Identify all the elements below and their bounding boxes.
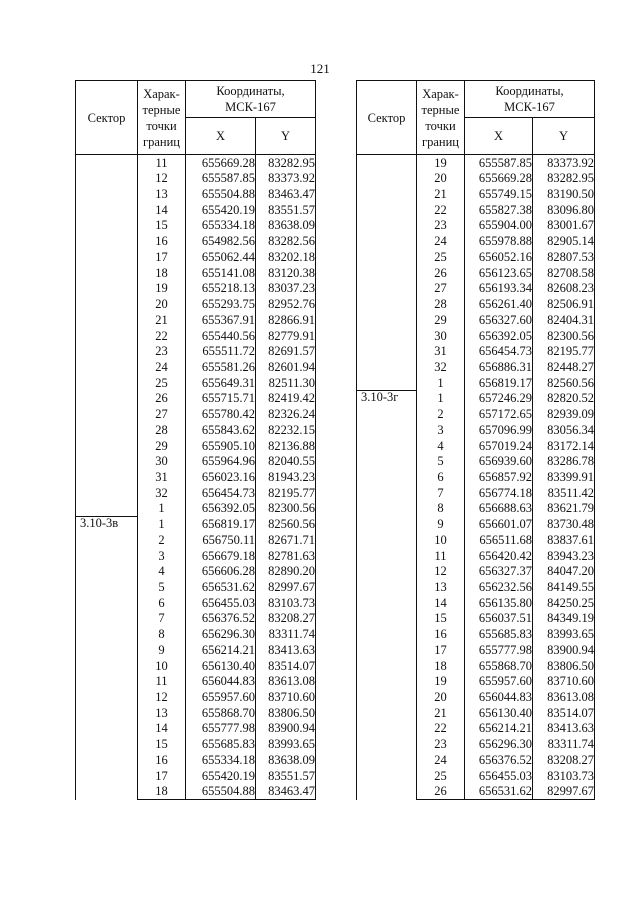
coordinate-x-cell: 656392.05 [186, 501, 256, 517]
coordinate-x-cell: 656327.37 [465, 564, 533, 580]
point-number-cell: 11 [138, 155, 186, 171]
point-number-cell: 24 [138, 359, 186, 375]
coordinate-y-cell: 83551.57 [256, 768, 316, 784]
coordinate-x-cell: 655685.83 [186, 737, 256, 753]
point-number-cell: 16 [138, 234, 186, 250]
point-number-cell: 29 [138, 438, 186, 454]
coordinate-y-cell: 83900.94 [256, 721, 316, 737]
coordinate-y-cell: 83993.65 [256, 737, 316, 753]
coordinate-y-cell: 82419.42 [256, 391, 316, 407]
coordinate-x-cell: 656454.73 [186, 485, 256, 501]
coordinate-x-cell: 656044.83 [465, 689, 533, 705]
coordinate-x-cell: 656214.21 [186, 642, 256, 658]
coordinate-x-cell: 655780.42 [186, 407, 256, 423]
coordinate-y-cell: 82890.20 [256, 564, 316, 580]
point-number-cell: 12 [417, 564, 465, 580]
header-y: Y [533, 118, 595, 155]
point-number-cell: 28 [138, 422, 186, 438]
coordinate-y-cell: 83837.61 [533, 532, 595, 548]
coordinate-y-cell: 84047.20 [533, 564, 595, 580]
coordinate-x-cell: 655504.88 [186, 784, 256, 800]
coordinate-x-cell: 655420.19 [186, 768, 256, 784]
point-number-cell: 13 [138, 705, 186, 721]
coordinate-y-cell: 83900.94 [533, 642, 595, 658]
point-number-cell: 12 [138, 689, 186, 705]
coordinate-y-cell: 82506.91 [533, 296, 595, 312]
point-number-cell: 21 [417, 705, 465, 721]
point-number-cell: 1 [417, 391, 465, 407]
point-number-cell: 29 [417, 312, 465, 328]
point-number-cell: 6 [417, 469, 465, 485]
point-number-cell: 14 [138, 202, 186, 218]
coordinate-x-cell: 656023.16 [186, 469, 256, 485]
sector-cell: 3.10-3г [357, 391, 417, 800]
coordinate-x-cell: 655504.88 [186, 186, 256, 202]
coordinate-y-cell: 83172.14 [533, 438, 595, 454]
point-number-cell: 31 [417, 344, 465, 360]
coordinate-x-cell: 655669.28 [465, 171, 533, 187]
point-number-cell: 25 [417, 768, 465, 784]
point-number-cell: 25 [138, 375, 186, 391]
table-row [76, 517, 316, 533]
coordinate-x-cell: 656193.34 [465, 281, 533, 297]
coordinate-x-cell: 656232.56 [465, 579, 533, 595]
point-number-cell: 26 [417, 265, 465, 281]
coordinate-x-cell: 655827.38 [465, 202, 533, 218]
point-number-cell: 17 [138, 249, 186, 265]
point-number-cell: 5 [417, 454, 465, 470]
coordinate-y-cell: 82608.23 [533, 281, 595, 297]
coordinate-x-cell: 656531.62 [186, 579, 256, 595]
coordinate-x-cell: 655293.75 [186, 296, 256, 312]
coordinate-y-cell: 82601.94 [256, 359, 316, 375]
coordinate-x-cell: 656601.07 [465, 517, 533, 533]
point-number-cell: 2 [417, 407, 465, 423]
coordinate-x-cell: 656819.17 [186, 517, 256, 533]
coordinate-y-cell: 83282.95 [256, 155, 316, 171]
coordinate-y-cell: 81943.23 [256, 469, 316, 485]
coordinate-x-cell: 656511.68 [465, 532, 533, 548]
coordinate-y-cell: 83993.65 [533, 627, 595, 643]
coordinate-y-cell: 83208.27 [533, 752, 595, 768]
point-number-cell: 2 [138, 532, 186, 548]
coordinate-x-cell: 656939.60 [465, 454, 533, 470]
coordinate-x-cell: 656376.52 [186, 611, 256, 627]
point-number-cell: 15 [138, 737, 186, 753]
point-number-cell: 7 [417, 485, 465, 501]
point-number-cell: 20 [138, 296, 186, 312]
coordinate-y-cell: 83638.09 [256, 752, 316, 768]
point-number-cell: 3 [138, 548, 186, 564]
coordinate-x-cell: 655905.10 [186, 438, 256, 454]
coordinate-y-cell: 82300.56 [256, 501, 316, 517]
coordinate-x-cell: 655685.83 [465, 627, 533, 643]
coordinate-x-cell: 655334.18 [186, 218, 256, 234]
coordinate-y-cell: 83806.50 [533, 658, 595, 674]
table-row [357, 391, 595, 407]
point-number-cell: 23 [417, 737, 465, 753]
coordinate-x-cell: 655218.13 [186, 281, 256, 297]
coordinate-x-cell: 655440.56 [186, 328, 256, 344]
point-number-cell: 23 [138, 344, 186, 360]
coordinate-x-cell: 655420.19 [186, 202, 256, 218]
point-number-cell: 32 [138, 485, 186, 501]
point-number-cell: 9 [417, 517, 465, 533]
coordinate-x-cell: 656123.65 [465, 265, 533, 281]
point-number-cell: 9 [138, 642, 186, 658]
coordinate-y-cell: 83710.60 [533, 674, 595, 690]
point-number-cell: 12 [138, 171, 186, 187]
coordinate-y-cell: 83311.74 [256, 627, 316, 643]
coordinate-y-cell: 82448.27 [533, 359, 595, 375]
coordinate-y-cell: 82905.14 [533, 234, 595, 250]
point-number-cell: 22 [417, 721, 465, 737]
coordinates-table-left [75, 80, 316, 800]
point-number-cell: 30 [417, 328, 465, 344]
point-number-cell: 7 [138, 611, 186, 627]
point-number-cell: 18 [417, 658, 465, 674]
coordinate-y-cell: 82195.77 [256, 485, 316, 501]
coordinate-y-cell: 83463.47 [256, 784, 316, 800]
coordinate-x-cell: 656455.03 [465, 768, 533, 784]
coordinate-x-cell: 655581.26 [186, 359, 256, 375]
header-sector: Сектор [357, 81, 417, 155]
coordinate-y-cell: 84250.25 [533, 595, 595, 611]
coordinate-x-cell: 655843.62 [186, 422, 256, 438]
coordinate-y-cell: 83399.91 [533, 469, 595, 485]
coordinate-y-cell: 83621.79 [533, 501, 595, 517]
coordinate-y-cell: 83208.27 [256, 611, 316, 627]
point-number-cell: 19 [417, 674, 465, 690]
point-number-cell: 10 [417, 532, 465, 548]
point-number-cell: 32 [417, 359, 465, 375]
point-number-cell: 3 [417, 422, 465, 438]
point-number-cell: 30 [138, 454, 186, 470]
coordinate-x-cell: 655141.08 [186, 265, 256, 281]
coordinate-x-cell: 656261.40 [465, 296, 533, 312]
coordinate-x-cell: 657246.29 [465, 391, 533, 407]
coordinate-x-cell: 656857.92 [465, 469, 533, 485]
coordinate-x-cell: 656688.63 [465, 501, 533, 517]
point-number-cell: 15 [138, 218, 186, 234]
coordinate-y-cell: 82232.15 [256, 422, 316, 438]
coordinate-x-cell: 656392.05 [465, 328, 533, 344]
coordinate-x-cell: 655904.00 [465, 218, 533, 234]
coordinate-y-cell: 82997.67 [533, 784, 595, 800]
point-number-cell: 5 [138, 579, 186, 595]
point-number-cell: 19 [138, 281, 186, 297]
coordinate-x-cell: 654982.56 [186, 234, 256, 250]
point-number-cell: 26 [417, 784, 465, 800]
point-number-cell: 11 [138, 674, 186, 690]
coordinate-x-cell: 655669.28 [186, 155, 256, 171]
coordinate-y-cell: 83373.92 [256, 171, 316, 187]
point-number-cell: 16 [417, 627, 465, 643]
coordinate-y-cell: 83096.80 [533, 202, 595, 218]
coordinate-x-cell: 657019.24 [465, 438, 533, 454]
coordinate-y-cell: 82511.30 [256, 375, 316, 391]
coordinate-y-cell: 83463.47 [256, 186, 316, 202]
coordinate-y-cell: 82781.63 [256, 548, 316, 564]
table-body-right [357, 155, 595, 800]
point-number-cell: 27 [417, 281, 465, 297]
point-number-cell: 23 [417, 218, 465, 234]
coordinate-y-cell: 83613.08 [256, 674, 316, 690]
coordinate-x-cell: 656135.80 [465, 595, 533, 611]
coordinate-y-cell: 83190.50 [533, 186, 595, 202]
coordinate-x-cell: 655511.72 [186, 344, 256, 360]
point-number-cell: 15 [417, 611, 465, 627]
coordinate-y-cell: 82820.52 [533, 391, 595, 407]
point-number-cell: 22 [138, 328, 186, 344]
coordinate-y-cell: 82691.57 [256, 344, 316, 360]
coordinate-y-cell: 82939.09 [533, 407, 595, 423]
coordinate-x-cell: 655957.60 [186, 689, 256, 705]
coordinate-x-cell: 656679.18 [186, 548, 256, 564]
point-number-cell: 18 [138, 784, 186, 800]
coordinate-y-cell: 83413.63 [256, 642, 316, 658]
coordinate-y-cell: 82807.53 [533, 249, 595, 265]
coordinate-x-cell: 656130.40 [465, 705, 533, 721]
coordinate-y-cell: 83282.56 [256, 234, 316, 250]
header-y: Y [256, 118, 316, 155]
point-number-cell: 31 [138, 469, 186, 485]
coordinate-x-cell: 655587.85 [186, 171, 256, 187]
coordinate-y-cell: 83514.07 [256, 658, 316, 674]
coordinate-x-cell: 655978.88 [465, 234, 533, 250]
coordinate-y-cell: 83511.42 [533, 485, 595, 501]
coordinate-x-cell: 655957.60 [465, 674, 533, 690]
coordinate-x-cell: 656296.30 [186, 627, 256, 643]
coordinate-x-cell: 656455.03 [186, 595, 256, 611]
coordinate-y-cell: 84149.55 [533, 579, 595, 595]
coordinate-x-cell: 655649.31 [186, 375, 256, 391]
coordinate-x-cell: 655334.18 [186, 752, 256, 768]
header-coordinates: Координаты, МСК-167 [186, 81, 316, 118]
point-number-cell: 13 [138, 186, 186, 202]
header-points: Харак- терные точки границ [417, 81, 465, 155]
coordinate-x-cell: 656327.60 [465, 312, 533, 328]
header-sector: Сектор [76, 81, 138, 155]
coordinate-y-cell: 83514.07 [533, 705, 595, 721]
coordinate-x-cell: 656774.18 [465, 485, 533, 501]
point-number-cell: 19 [417, 155, 465, 171]
coordinate-y-cell: 83710.60 [256, 689, 316, 705]
coordinate-x-cell: 656214.21 [465, 721, 533, 737]
point-number-cell: 8 [417, 501, 465, 517]
coordinate-x-cell: 655868.70 [465, 658, 533, 674]
header-points: Харак- терные точки границ [138, 81, 186, 155]
point-number-cell: 20 [417, 171, 465, 187]
coordinate-x-cell: 656130.40 [186, 658, 256, 674]
coordinate-y-cell: 83103.73 [256, 595, 316, 611]
coordinate-x-cell: 656376.52 [465, 752, 533, 768]
point-number-cell: 17 [417, 642, 465, 658]
coordinate-x-cell: 655587.85 [465, 155, 533, 171]
coordinates-table-right [356, 80, 595, 800]
coordinate-x-cell: 655715.71 [186, 391, 256, 407]
coordinate-y-cell: 82779.91 [256, 328, 316, 344]
coordinate-y-cell: 83286.78 [533, 454, 595, 470]
page-number: 121 [310, 61, 330, 76]
sector-cell: 3.10-3в [76, 517, 138, 800]
coordinate-y-cell: 83551.57 [256, 202, 316, 218]
coordinate-y-cell: 82708.58 [533, 265, 595, 281]
coordinate-y-cell: 83638.09 [256, 218, 316, 234]
coordinate-x-cell: 656044.83 [186, 674, 256, 690]
coordinate-y-cell: 82560.56 [256, 517, 316, 533]
coordinate-y-cell: 82326.24 [256, 407, 316, 423]
sector-cell [76, 155, 138, 517]
coordinate-y-cell: 84349.19 [533, 611, 595, 627]
coordinate-x-cell: 656454.73 [465, 344, 533, 360]
point-number-cell: 4 [417, 438, 465, 454]
point-number-cell: 27 [138, 407, 186, 423]
coordinate-y-cell: 83001.67 [533, 218, 595, 234]
coordinate-x-cell: 655367.91 [186, 312, 256, 328]
coordinate-x-cell: 656531.62 [465, 784, 533, 800]
point-number-cell: 17 [138, 768, 186, 784]
point-number-cell: 18 [138, 265, 186, 281]
point-number-cell: 10 [138, 658, 186, 674]
coordinate-x-cell: 657172.65 [465, 407, 533, 423]
coordinate-y-cell: 83056.34 [533, 422, 595, 438]
point-number-cell: 14 [417, 595, 465, 611]
coordinate-x-cell: 656886.31 [465, 359, 533, 375]
point-number-cell: 22 [417, 202, 465, 218]
coordinate-y-cell: 82952.76 [256, 296, 316, 312]
point-number-cell: 1 [138, 501, 186, 517]
header-coordinates: Координаты, МСК-167 [465, 81, 595, 118]
point-number-cell: 24 [417, 752, 465, 768]
coordinate-y-cell: 83613.08 [533, 689, 595, 705]
table-row [357, 155, 595, 171]
coordinate-x-cell: 657096.99 [465, 422, 533, 438]
coordinate-y-cell: 83806.50 [256, 705, 316, 721]
coordinate-y-cell: 83730.48 [533, 517, 595, 533]
point-number-cell: 14 [138, 721, 186, 737]
coordinate-x-cell: 656750.11 [186, 532, 256, 548]
point-number-cell: 26 [138, 391, 186, 407]
coordinate-y-cell: 82560.56 [533, 375, 595, 391]
point-number-cell: 16 [138, 752, 186, 768]
sector-cell [357, 155, 417, 391]
coordinate-x-cell: 655777.98 [186, 721, 256, 737]
coordinate-y-cell: 82997.67 [256, 579, 316, 595]
coordinate-x-cell: 656606.28 [186, 564, 256, 580]
coordinate-y-cell: 82866.91 [256, 312, 316, 328]
coordinate-y-cell: 83120.38 [256, 265, 316, 281]
coordinate-y-cell: 83413.63 [533, 721, 595, 737]
coordinate-x-cell: 656296.30 [465, 737, 533, 753]
coordinate-x-cell: 656420.42 [465, 548, 533, 564]
point-number-cell: 11 [417, 548, 465, 564]
point-number-cell: 28 [417, 296, 465, 312]
point-number-cell: 25 [417, 249, 465, 265]
coordinate-x-cell: 656819.17 [465, 375, 533, 391]
point-number-cell: 1 [417, 375, 465, 391]
coordinate-y-cell: 83311.74 [533, 737, 595, 753]
coordinate-x-cell: 655868.70 [186, 705, 256, 721]
coordinate-y-cell: 83103.73 [533, 768, 595, 784]
coordinate-x-cell: 655062.44 [186, 249, 256, 265]
point-number-cell: 8 [138, 627, 186, 643]
table-row [76, 155, 316, 171]
point-number-cell: 6 [138, 595, 186, 611]
coordinate-y-cell: 83282.95 [533, 171, 595, 187]
coordinate-y-cell: 83202.18 [256, 249, 316, 265]
header-x: X [186, 118, 256, 155]
coordinate-y-cell: 82195.77 [533, 344, 595, 360]
coordinate-x-cell: 656052.16 [465, 249, 533, 265]
coordinate-x-cell: 655964.96 [186, 454, 256, 470]
coordinate-x-cell: 656037.51 [465, 611, 533, 627]
coordinate-y-cell: 82300.56 [533, 328, 595, 344]
point-number-cell: 13 [417, 579, 465, 595]
coordinate-y-cell: 83373.92 [533, 155, 595, 171]
coordinate-x-cell: 655777.98 [465, 642, 533, 658]
point-number-cell: 24 [417, 234, 465, 250]
coordinate-y-cell: 82404.31 [533, 312, 595, 328]
coordinate-y-cell: 83943.23 [533, 548, 595, 564]
coordinate-y-cell: 82671.71 [256, 532, 316, 548]
coordinate-y-cell: 82136.88 [256, 438, 316, 454]
table-body-left [76, 155, 316, 800]
point-number-cell: 20 [417, 689, 465, 705]
point-number-cell: 4 [138, 564, 186, 580]
coordinate-x-cell: 655749.15 [465, 186, 533, 202]
point-number-cell: 21 [138, 312, 186, 328]
header-x: X [465, 118, 533, 155]
point-number-cell: 21 [417, 186, 465, 202]
point-number-cell: 1 [138, 517, 186, 533]
coordinate-y-cell: 82040.55 [256, 454, 316, 470]
coordinate-y-cell: 83037.23 [256, 281, 316, 297]
